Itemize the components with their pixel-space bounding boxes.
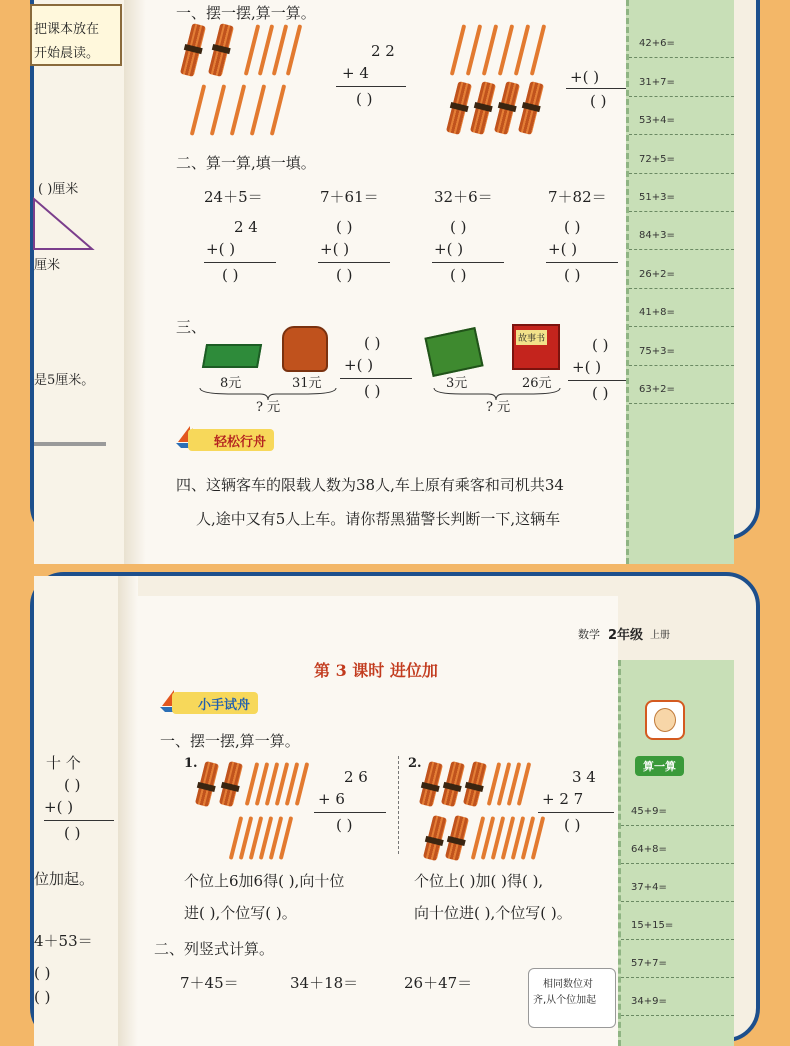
top-strip-item: 84+3= bbox=[629, 222, 734, 250]
p1-ans: ( ) bbox=[336, 816, 353, 834]
sec2-col3-top: ( ) bbox=[450, 218, 467, 236]
bottom-strip-item: 57+7= bbox=[621, 950, 734, 978]
sec2-eq-2: 7＋61＝ bbox=[320, 188, 379, 206]
bundle-b2 bbox=[470, 81, 496, 135]
bundle-p1-2 bbox=[219, 761, 243, 807]
bottom-oral-strip bbox=[618, 660, 734, 1046]
top-strip-item: 42+6= bbox=[629, 30, 734, 58]
sec1a-ans: ( ) bbox=[356, 90, 373, 108]
p2-number: 2. bbox=[408, 756, 422, 771]
sec3a-top: ( ) bbox=[364, 334, 381, 352]
question-2: ? 元 bbox=[486, 400, 511, 415]
q4-line1: 四、这辆客车的限载人数为38人,车上原有乘客和司机共34 bbox=[176, 476, 564, 494]
top-strip-item: 41+8= bbox=[629, 299, 734, 327]
bottom-strip-item: 34+9= bbox=[621, 988, 734, 1016]
top-sec3-title: 三、 bbox=[176, 318, 207, 336]
sec2-col2-ans: ( ) bbox=[336, 266, 353, 284]
sec2-col4-ans: ( ) bbox=[564, 266, 581, 284]
stick-b3 bbox=[482, 24, 498, 75]
bottom-strip-item: 37+4= bbox=[621, 874, 734, 902]
bundle-p1-1 bbox=[195, 761, 219, 807]
sec1b-ans: ( ) bbox=[590, 92, 607, 110]
top-sec1-title: 一、摆一摆,算一算。 bbox=[176, 4, 316, 22]
sec2-col3-line bbox=[432, 262, 504, 263]
top-strip-item: 63+2= bbox=[629, 376, 734, 404]
story-book-title: 故事书 bbox=[516, 330, 547, 345]
tip-line2: 齐,从个位加起 bbox=[533, 995, 597, 1006]
bottom-strip-item: 15+15= bbox=[621, 912, 734, 940]
p1-add: + 6 bbox=[318, 790, 345, 808]
fill2-line1: 个位上( )加( )得( ), bbox=[414, 872, 544, 890]
left-blank-4: ( ) bbox=[34, 988, 51, 1006]
bottom-sec1-title: 一、摆一摆,算一算。 bbox=[160, 732, 300, 750]
sec2-col3-add: +( ) bbox=[434, 240, 464, 258]
stick-b2 bbox=[466, 24, 482, 75]
sec2-col4-line bbox=[546, 262, 618, 263]
banner-easy-sail: 轻松行舟 bbox=[188, 429, 274, 451]
top-strip-item: 72+5= bbox=[629, 146, 734, 174]
bundle-p2-4 bbox=[423, 815, 447, 861]
cm-blank: ( )厘米 bbox=[38, 182, 79, 197]
stick-a6 bbox=[210, 84, 226, 135]
bottom-sec2-eq-3: 26＋47＝ bbox=[404, 974, 473, 992]
p1-line bbox=[314, 812, 386, 813]
left-eq: 4＋53＝ bbox=[34, 932, 93, 950]
tens-ones-label: 十 个 bbox=[46, 754, 81, 772]
sec2-col4-add: +( ) bbox=[548, 240, 578, 258]
sec2-eq-1: 24＋5＝ bbox=[204, 188, 263, 206]
top-sec2-title: 二、算一算,填一填。 bbox=[176, 154, 316, 172]
sec3a-add: +( ) bbox=[344, 356, 374, 374]
top-main-page bbox=[146, 0, 626, 564]
left-add-blank: +( ) bbox=[44, 798, 74, 816]
p1-number: 1. bbox=[184, 756, 198, 771]
bottom-strip-item: 64+8= bbox=[621, 836, 734, 864]
sec3a-line bbox=[340, 378, 412, 379]
sec1a-add: + 4 bbox=[342, 64, 369, 82]
bundle-a1 bbox=[180, 23, 206, 77]
top-strip-item: 53+4= bbox=[629, 107, 734, 135]
stick-b1 bbox=[450, 24, 466, 75]
bundle-a2 bbox=[208, 23, 234, 77]
backpack-image bbox=[282, 326, 328, 372]
bundle-p2-2 bbox=[441, 761, 465, 807]
sec2-eq-3: 32＋6＝ bbox=[434, 188, 493, 206]
sec2-col1-ans: ( ) bbox=[222, 266, 239, 284]
triangle-figure bbox=[34, 189, 104, 259]
sec3a-ans: ( ) bbox=[364, 382, 381, 400]
left-page-divider bbox=[34, 442, 106, 446]
top-strip-item: 51+3= bbox=[629, 184, 734, 212]
lesson-title: 第 3 课时 进位加 bbox=[314, 661, 438, 680]
header-vol: 上册 bbox=[650, 630, 670, 641]
top-photo-frame bbox=[30, 0, 760, 540]
top-oral-strip bbox=[626, 0, 734, 564]
header-subject: 数学 bbox=[578, 628, 600, 641]
stick-b4 bbox=[498, 24, 514, 75]
sec2-col2-add: +( ) bbox=[320, 240, 350, 258]
stick-a8 bbox=[250, 84, 266, 135]
sec2-col1-add: +( ) bbox=[206, 240, 236, 258]
bundle-b3 bbox=[494, 81, 520, 135]
p2-top: 3 4 bbox=[572, 768, 596, 786]
price-2: 31元 bbox=[292, 376, 322, 391]
sec2-eq-4: 7＋82＝ bbox=[548, 188, 607, 206]
reading-note-line2: 开始晨读。 bbox=[34, 46, 100, 61]
p2-ans: ( ) bbox=[564, 816, 581, 834]
ones-from-text: 位加起。 bbox=[34, 870, 95, 888]
fill1-line2: 进( ),个位写( )。 bbox=[184, 904, 297, 922]
sec2-col3-ans: ( ) bbox=[450, 266, 467, 284]
problem-separator bbox=[398, 756, 399, 854]
sec2-col4-top: ( ) bbox=[564, 218, 581, 236]
sec3b-add: +( ) bbox=[572, 358, 602, 376]
p2-line bbox=[538, 812, 614, 813]
q4-line2: 人,途中又有5人上车。请你帮黑猫警长判断一下,这辆车 bbox=[196, 510, 561, 528]
top-strip-item: 31+7= bbox=[629, 69, 734, 97]
stick-a1 bbox=[244, 24, 260, 75]
fill1-line1: 个位上6加6得( ),向十位 bbox=[184, 872, 345, 890]
p2-add: + 2 7 bbox=[542, 790, 584, 808]
tip-line1: 相同数位对 bbox=[543, 979, 593, 990]
price-4: 26元 bbox=[522, 376, 552, 391]
p1-top: 2 6 bbox=[344, 768, 368, 786]
bundle-p2-1 bbox=[419, 761, 443, 807]
sec1a-top: 2 2 bbox=[371, 42, 395, 60]
top-spine bbox=[124, 0, 146, 564]
fill2-line2: 向十位进( ),个位写( )。 bbox=[414, 904, 572, 922]
bundle-b1 bbox=[446, 81, 472, 135]
stick-a2 bbox=[258, 24, 274, 75]
price-3: 3元 bbox=[446, 376, 468, 391]
cm-label: 厘米 bbox=[34, 258, 61, 273]
five-cm-text: 是5厘米。 bbox=[34, 373, 95, 388]
bottom-sec2-eq-2: 34＋18＝ bbox=[290, 974, 359, 992]
sec2-col2-line bbox=[318, 262, 390, 263]
top-strip-item: 26+2= bbox=[629, 261, 734, 289]
reading-note-line1: 把课本放在 bbox=[34, 22, 100, 37]
left-line bbox=[44, 820, 114, 821]
stick-a3 bbox=[272, 24, 288, 75]
bottom-photo-frame bbox=[30, 572, 760, 1042]
bottom-sec2-eq-1: 7＋45＝ bbox=[180, 974, 239, 992]
sec1b-add: +( ) bbox=[570, 68, 600, 86]
bottom-left-page bbox=[34, 576, 118, 1046]
left-blank-3: ( ) bbox=[34, 964, 51, 982]
question-1: ? 元 bbox=[256, 400, 281, 415]
header-grade: 2年级 bbox=[608, 628, 644, 643]
child-face-icon bbox=[645, 700, 685, 740]
price-1: 8元 bbox=[220, 376, 242, 391]
bottom-spine bbox=[118, 576, 138, 1046]
stick-a5 bbox=[190, 84, 206, 135]
bottom-sec2-title: 二、列竖式计算。 bbox=[154, 940, 275, 958]
sec2-col1-line bbox=[204, 262, 276, 263]
top-strip-item: 75+3= bbox=[629, 338, 734, 366]
bundle-b4 bbox=[518, 81, 544, 135]
bottom-strip-item: 45+9= bbox=[621, 798, 734, 826]
pencil-box-image bbox=[202, 344, 262, 368]
bundle-p2-3 bbox=[463, 761, 487, 807]
bundle-p2-5 bbox=[445, 815, 469, 861]
stick-b6 bbox=[530, 24, 546, 75]
left-blank-2: ( ) bbox=[64, 824, 81, 842]
sec3b-ans: ( ) bbox=[592, 384, 609, 402]
tip-box bbox=[528, 968, 616, 1028]
sec1a-line bbox=[336, 86, 406, 87]
calc-badge: 算一算 bbox=[635, 756, 684, 776]
stick-a9 bbox=[270, 84, 286, 135]
sec2-col2-top: ( ) bbox=[336, 218, 353, 236]
stick-b5 bbox=[514, 24, 530, 75]
sec3b-top: ( ) bbox=[592, 336, 609, 354]
green-book-image bbox=[424, 327, 483, 377]
sec2-col1-top: 2 4 bbox=[234, 218, 258, 236]
left-blank-1: ( ) bbox=[64, 776, 81, 794]
top-left-page bbox=[34, 0, 124, 564]
reading-note-box bbox=[30, 4, 122, 66]
stick-a4 bbox=[286, 24, 302, 75]
stick-a7 bbox=[230, 84, 246, 135]
banner-small-hands: 小手试舟 bbox=[172, 692, 258, 714]
